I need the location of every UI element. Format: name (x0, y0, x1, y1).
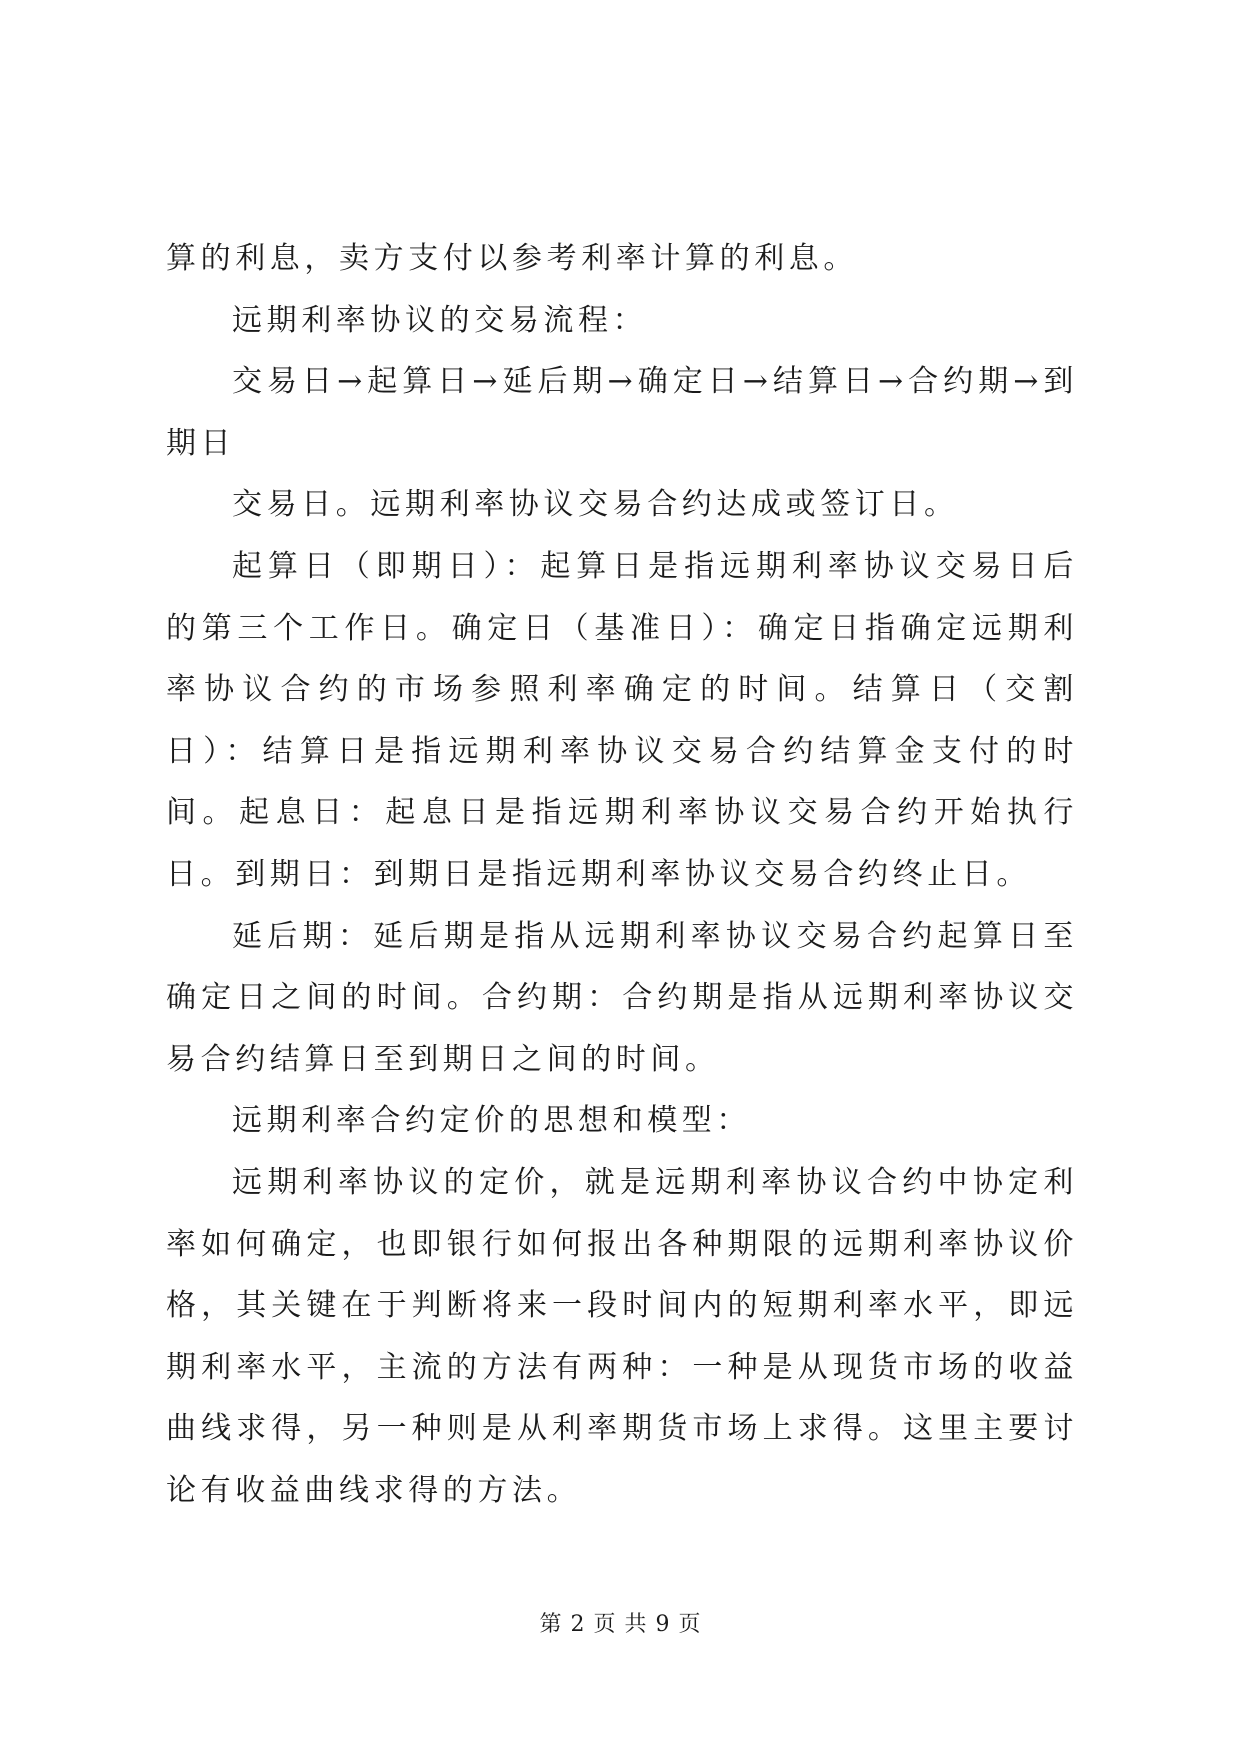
paragraph-periods: 延后期：延后期是指从远期利率协议交易合约起算日至确定日之间的时间。合约期：合约期是指从远期利率协议交易合约结算日至到期日之间的时间。 (166, 918, 1078, 1077)
paragraph-trade-date: 交易日。远期利率协议交易合约达成或签订日。 (232, 487, 959, 523)
paragraph-pricing-method: 远期利率协议的定价，就是远期利率协议合约中协定利率如何确定，也即银行如何报出各种期限的远期利率协议价格，其关键在于判断将来一段时间内的短期利率水平，即远期利率水平，主流的方法有两种：一种是从现货市场的收益曲线求得，另一种则是从利率期货市场上求得。这里主要讨论有收益曲线求得的方法。 (166, 1164, 1078, 1508)
paragraph-trading-flow: 交易日→起算日→延后期→确定日→结算日→合约期→到期日 (166, 364, 1078, 461)
document-body (166, 228, 1078, 1521)
paragraph-trading-process-heading: 远期利率协议的交易流程： (232, 302, 648, 338)
paragraph-pricing-heading: 远期利率合约定价的思想和模型： (232, 1103, 751, 1139)
page-number-footer: 第 2 页 共 9 页 (539, 1612, 702, 1637)
paragraph-interest-continuation: 算的利息，卖方支付以参考利率计算的利息。 (166, 241, 858, 276)
paragraph-key-dates: 起算日（即期日）：起算日是指远期利率协议交易日后的第三个工作日。确定日（基准日）：确定日指确定远期利率协议合约的市场参照利率确定的时间。结算日（交割日）：结算日是指远期利率协议交易合约结算金支付的时间。起息日：起息日是指远期利率协议交易合约开始执行日。到期日：到期日是指远期利率协议交易合约终止日。 (166, 548, 1078, 892)
